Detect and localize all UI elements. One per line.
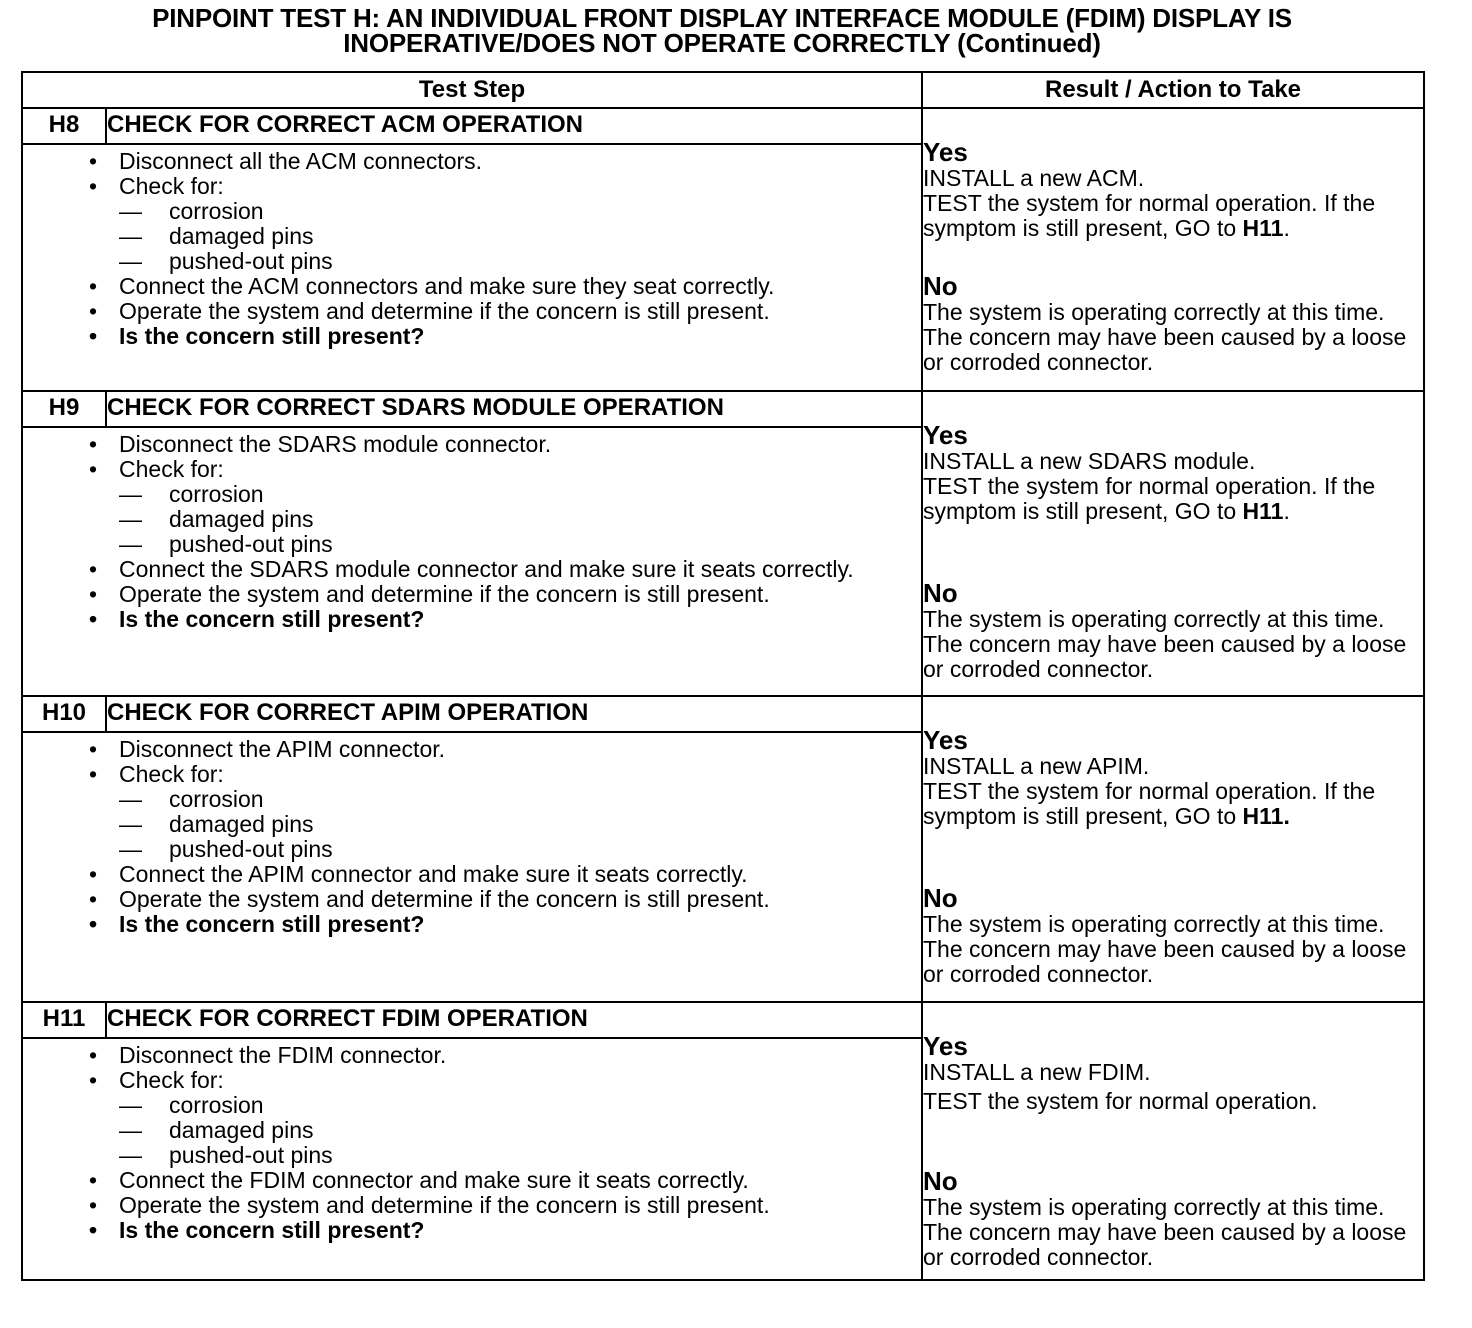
no-label: No <box>923 271 958 301</box>
step-title: CHECK FOR CORRECT FDIM OPERATION <box>106 1002 922 1038</box>
sub-item: — pushed-out pins <box>119 531 333 557</box>
result-cell <box>922 391 1424 696</box>
yes-action: INSTALL a new ACM. <box>923 165 1145 191</box>
no-text: The system is operating correctly at this time. The concern may have been caused by a loose or corroded connector. <box>923 299 1407 375</box>
sub-item: — corrosion <box>119 786 264 812</box>
list-item: • Check for: <box>88 761 224 787</box>
question-item: • Is the concern still present? <box>88 323 425 349</box>
title-line-2: INOPERATIVE/DOES NOT OPERATE CORRECTLY (Continued) <box>343 28 1101 58</box>
list-item: • Connect the ACM connectors and make sure they seat correctly. <box>88 273 775 299</box>
no-text: The system is operating correctly at this time. The concern may have been caused by a loose or corroded connector. <box>923 911 1407 987</box>
question-item: • Is the concern still present? <box>88 1217 425 1243</box>
list-item: • Check for: <box>88 456 224 482</box>
no-label: No <box>923 1166 958 1196</box>
sub-item: — pushed-out pins <box>119 1142 333 1168</box>
list-item: • Disconnect the APIM connector. <box>88 736 446 762</box>
sub-item: — damaged pins <box>119 223 314 249</box>
step-title: CHECK FOR CORRECT ACM OPERATION <box>106 108 922 144</box>
question-item: • Is the concern still present? <box>88 911 425 937</box>
result-yes <box>923 139 1423 241</box>
no-label: No <box>923 578 958 608</box>
list-item: • Connect the FDIM connector and make sure it seats correctly. <box>88 1167 749 1193</box>
yes-label: Yes <box>923 725 968 755</box>
yes-test: TEST the system for normal operation. If the symptom is still present, GO to H11. <box>923 190 1376 241</box>
sub-item: — pushed-out pins <box>119 836 333 862</box>
goto-link[interactable]: H11. <box>1242 803 1290 829</box>
step-header-row <box>22 108 1424 144</box>
yes-label: Yes <box>923 137 968 167</box>
result-yes <box>923 727 1423 829</box>
list-item: • Operate the system and determine if the concern is still present. <box>88 1192 770 1218</box>
step-body <box>22 732 922 1002</box>
step-body <box>22 1038 922 1280</box>
sub-item: — corrosion <box>119 198 264 224</box>
step-header-row <box>22 1002 1424 1038</box>
list-item: • Check for: <box>88 173 224 199</box>
step-id: H9 <box>22 391 106 427</box>
col-header-test-step: Test Step <box>22 72 922 108</box>
title-line-1: PINPOINT TEST H: AN INDIVIDUAL FRONT DISPLAY INTERFACE MODULE (FDIM) DISPLAY IS <box>152 3 1292 33</box>
yes-test: TEST the system for normal operation. <box>923 1088 1318 1114</box>
result-cell <box>922 696 1424 1002</box>
sub-item: — damaged pins <box>119 506 314 532</box>
sub-item: — corrosion <box>119 481 264 507</box>
step-header-row <box>22 696 1424 732</box>
list-item: • Disconnect the FDIM connector. <box>88 1042 447 1068</box>
sub-item: — damaged pins <box>119 811 314 837</box>
step-body <box>22 144 922 391</box>
goto-link[interactable]: H11 <box>1242 498 1284 524</box>
yes-action: INSTALL a new FDIM. <box>923 1059 1151 1085</box>
yes-test-text: TEST the system for normal operation. If the symptom is still present, GO to <box>923 778 1376 829</box>
result-cell <box>922 108 1424 391</box>
result-yes <box>923 1033 1423 1114</box>
no-label: No <box>923 883 958 913</box>
yes-action: INSTALL a new SDARS module. <box>923 448 1256 474</box>
goto-link[interactable]: H11 <box>1242 215 1284 241</box>
no-text: The system is operating correctly at this time. The concern may have been caused by a loose or corroded connector. <box>923 1194 1407 1270</box>
no-text: The system is operating correctly at this time. The concern may have been caused by a loose or corroded connector. <box>923 606 1407 682</box>
yes-label: Yes <box>923 420 968 450</box>
yes-label: Yes <box>923 1031 968 1061</box>
list-item: • Operate the system and determine if the concern is still present. <box>88 581 770 607</box>
step-title: CHECK FOR CORRECT SDARS MODULE OPERATION <box>106 391 922 427</box>
page-title <box>0 3 1444 58</box>
col-header-result: Result / Action to Take <box>922 72 1424 108</box>
yes-test: TEST the system for normal operation. If the symptom is still present, GO to H11. <box>923 473 1376 524</box>
yes-test-text: TEST the system for normal operation. If the symptom is still present, GO to <box>923 473 1376 524</box>
yes-test <box>923 779 1423 829</box>
pinpoint-test-table <box>21 71 1425 1281</box>
result-no <box>923 580 1423 682</box>
sub-item: — corrosion <box>119 1092 264 1118</box>
step-header-row <box>22 391 1424 427</box>
step-id: H11 <box>22 1002 106 1038</box>
sub-item: — pushed-out pins <box>119 248 333 274</box>
list-item: • Disconnect the SDARS module connector. <box>88 431 552 457</box>
step-id: H8 <box>22 108 106 144</box>
list-item: • Operate the system and determine if the concern is still present. <box>88 886 770 912</box>
step-id: H10 <box>22 696 106 732</box>
list-item: • Connect the APIM connector and make sure it seats correctly. <box>88 861 748 887</box>
step-title: CHECK FOR CORRECT APIM OPERATION <box>106 696 922 732</box>
yes-action: INSTALL a new APIM. <box>923 753 1150 779</box>
result-no <box>923 1168 1423 1270</box>
list-item: • Operate the system and determine if the concern is still present. <box>88 298 770 324</box>
step-body <box>22 427 922 696</box>
question-item: • Is the concern still present? <box>88 606 425 632</box>
list-item: • Disconnect all the ACM connectors. <box>88 148 483 174</box>
list-item: • Check for: <box>88 1067 224 1093</box>
yes-test-text: TEST the system for normal operation. If the symptom is still present, GO to <box>923 190 1376 241</box>
sub-item: — damaged pins <box>119 1117 314 1143</box>
result-no <box>923 273 1423 375</box>
result-yes <box>923 422 1423 524</box>
result-cell <box>922 1002 1424 1280</box>
table-header-row <box>22 72 1424 108</box>
result-no <box>923 885 1423 987</box>
list-item: • Connect the SDARS module connector and make sure it seats correctly. <box>88 556 854 582</box>
